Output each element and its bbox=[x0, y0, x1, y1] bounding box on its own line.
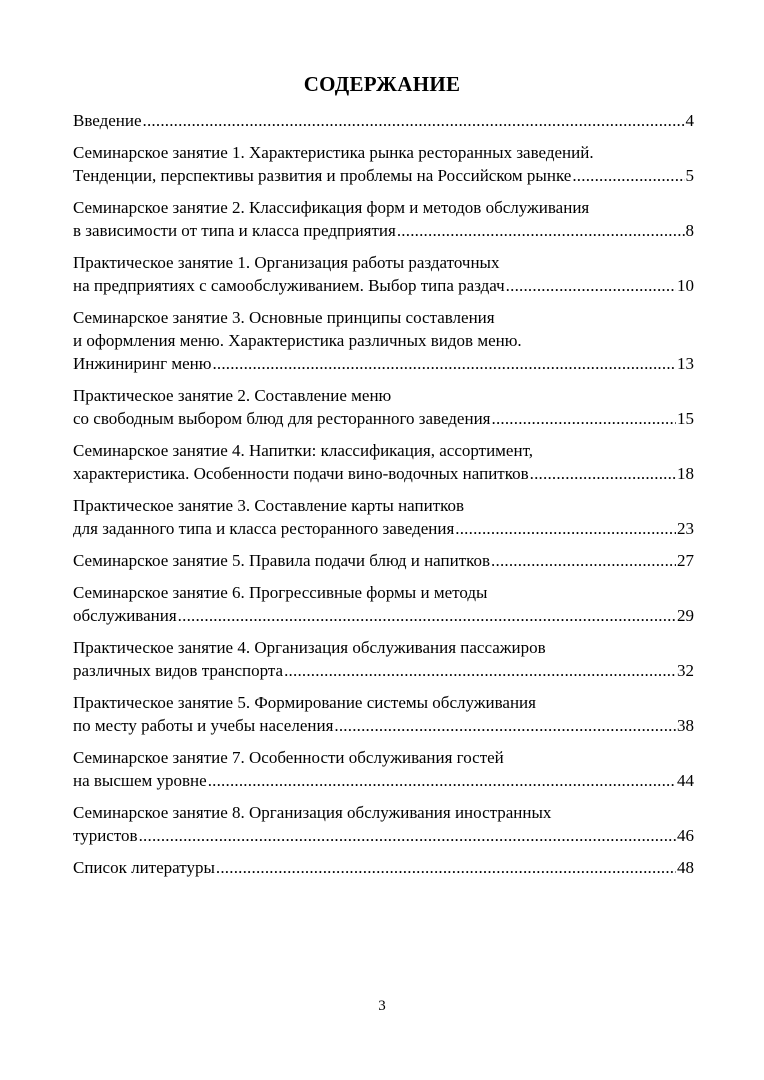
dot-leader bbox=[397, 219, 685, 242]
toc-entry-line: на предприятиях с самообслуживанием. Выбор типа раздач bbox=[73, 276, 505, 295]
dot-leader bbox=[208, 769, 676, 792]
toc-entry-line: Практическое занятие 1. Организация работы раздаточных bbox=[73, 253, 500, 272]
toc-entry-page: 29 bbox=[677, 606, 694, 625]
toc-entry-line: Тенденции, перспективы развития и проблемы на Российском рынке bbox=[73, 166, 572, 185]
table-of-contents bbox=[73, 109, 694, 888]
toc-entry-last-line bbox=[73, 462, 694, 485]
toc-entry-last-line bbox=[73, 517, 694, 540]
toc-entry bbox=[73, 196, 694, 242]
toc-entry-last-line bbox=[73, 407, 694, 430]
toc-entry-line: различных видов транспорта bbox=[73, 661, 284, 680]
dot-leader bbox=[143, 109, 685, 132]
toc-entry bbox=[73, 801, 694, 847]
toc-entry-line: Семинарское занятие 5. Правила подачи блюд и напитков bbox=[73, 551, 491, 570]
toc-entry-line: на высшем уровне bbox=[73, 771, 207, 790]
toc-entry-line: Семинарское занятие 4. Напитки: классификация, ассортимент, bbox=[73, 441, 533, 460]
dot-leader bbox=[212, 352, 676, 375]
toc-entry-page: 8 bbox=[685, 221, 694, 240]
page-number: 3 bbox=[378, 998, 386, 1014]
dot-leader bbox=[284, 659, 676, 682]
toc-entry bbox=[73, 636, 694, 682]
toc-entry-line: по месту работы и учебы населения bbox=[73, 716, 334, 735]
toc-entry-page: 13 bbox=[677, 354, 694, 373]
dot-leader bbox=[492, 407, 677, 430]
toc-entry-line: и оформления меню. Характеристика различных видов меню. bbox=[73, 331, 522, 350]
toc-entry-last-line bbox=[73, 274, 694, 297]
dot-leader bbox=[530, 462, 676, 485]
toc-entry bbox=[73, 439, 694, 485]
toc-entry-last-line bbox=[73, 164, 694, 187]
toc-entry-page: 46 bbox=[677, 826, 694, 845]
toc-entry-page: 18 bbox=[677, 464, 694, 483]
toc-entry-page: 15 bbox=[677, 409, 694, 428]
dot-leader bbox=[455, 517, 676, 540]
toc-entry-line: Семинарское занятие 8. Организация обслуживания иностранных bbox=[73, 803, 552, 822]
dot-leader bbox=[139, 824, 676, 847]
dot-leader bbox=[572, 164, 684, 187]
toc-entry-last-line bbox=[73, 714, 694, 737]
toc-entry-line: Практическое занятие 3. Составление карты напитков bbox=[73, 496, 465, 515]
toc-entry-line: Практическое занятие 5. Формирование системы обслуживания bbox=[73, 693, 536, 712]
toc-entry bbox=[73, 494, 694, 540]
toc-entry bbox=[73, 549, 694, 572]
toc-entry-line: Практическое занятие 4. Организация обслуживания пассажиров bbox=[73, 638, 546, 657]
dot-leader bbox=[506, 274, 676, 297]
dot-leader bbox=[178, 604, 676, 627]
toc-entry-line: Практическое занятие 2. Составление меню bbox=[73, 386, 392, 405]
toc-entry-line: Семинарское занятие 6. Прогрессивные формы и методы bbox=[73, 583, 488, 602]
toc-entry bbox=[73, 109, 694, 132]
toc-entry-page: 4 bbox=[685, 111, 694, 130]
toc-entry bbox=[73, 384, 694, 430]
toc-entry-last-line bbox=[73, 856, 694, 879]
toc-entry-line: характеристика. Особенности подачи вино-водочных напитков bbox=[73, 464, 529, 483]
toc-entry-page: 48 bbox=[677, 858, 694, 877]
toc-entry bbox=[73, 251, 694, 297]
toc-entry-page: 38 bbox=[677, 716, 694, 735]
toc-entry-line: Список литературы bbox=[73, 858, 215, 877]
toc-entry bbox=[73, 581, 694, 627]
toc-entry-last-line bbox=[73, 604, 694, 627]
toc-entry bbox=[73, 691, 694, 737]
toc-entry-line: Семинарское занятие 7. Особенности обслуживания гостей bbox=[73, 748, 504, 767]
toc-entry-page: 27 bbox=[677, 551, 694, 570]
dot-leader bbox=[216, 856, 676, 879]
toc-entry-last-line bbox=[73, 352, 694, 375]
toc-entry-last-line bbox=[73, 659, 694, 682]
toc-entry bbox=[73, 746, 694, 792]
toc-entry-last-line bbox=[73, 824, 694, 847]
toc-entry-page: 44 bbox=[677, 771, 694, 790]
dot-leader bbox=[491, 549, 676, 572]
toc-entry-last-line bbox=[73, 769, 694, 792]
toc-entry-line: Семинарское занятие 3. Основные принципы составления bbox=[73, 308, 495, 327]
toc-entry bbox=[73, 141, 694, 187]
toc-entry-page: 10 bbox=[677, 276, 694, 295]
toc-entry-page: 32 bbox=[677, 661, 694, 680]
toc-entry-line: для заданного типа и класса ресторанного заведения bbox=[73, 519, 455, 538]
toc-entry-line: обслуживания bbox=[73, 606, 177, 625]
page-title: СОДЕРЖАНИЕ bbox=[303, 72, 461, 96]
toc-entry-line: туристов bbox=[73, 826, 138, 845]
toc-entry bbox=[73, 306, 694, 375]
toc-entry-last-line bbox=[73, 549, 694, 572]
toc-entry-line: Семинарское занятие 1. Характеристика рынка ресторанных заведений. bbox=[73, 143, 594, 162]
toc-entry bbox=[73, 856, 694, 879]
toc-entry-line: Семинарское занятие 2. Классификация форм и методов обслуживания bbox=[73, 198, 590, 217]
toc-entry-line: в зависимости от типа и класса предприятия bbox=[73, 221, 396, 240]
toc-entry-line: Инжиниринг меню bbox=[73, 354, 212, 373]
toc-entry-line: Введение bbox=[73, 111, 142, 130]
toc-entry-last-line bbox=[73, 109, 694, 132]
toc-entry-page: 23 bbox=[677, 519, 694, 538]
toc-entry-line: со свободным выбором блюд для ресторанного заведения bbox=[73, 409, 491, 428]
dot-leader bbox=[334, 714, 676, 737]
toc-entry-page: 5 bbox=[685, 166, 694, 185]
toc-entry-last-line bbox=[73, 219, 694, 242]
